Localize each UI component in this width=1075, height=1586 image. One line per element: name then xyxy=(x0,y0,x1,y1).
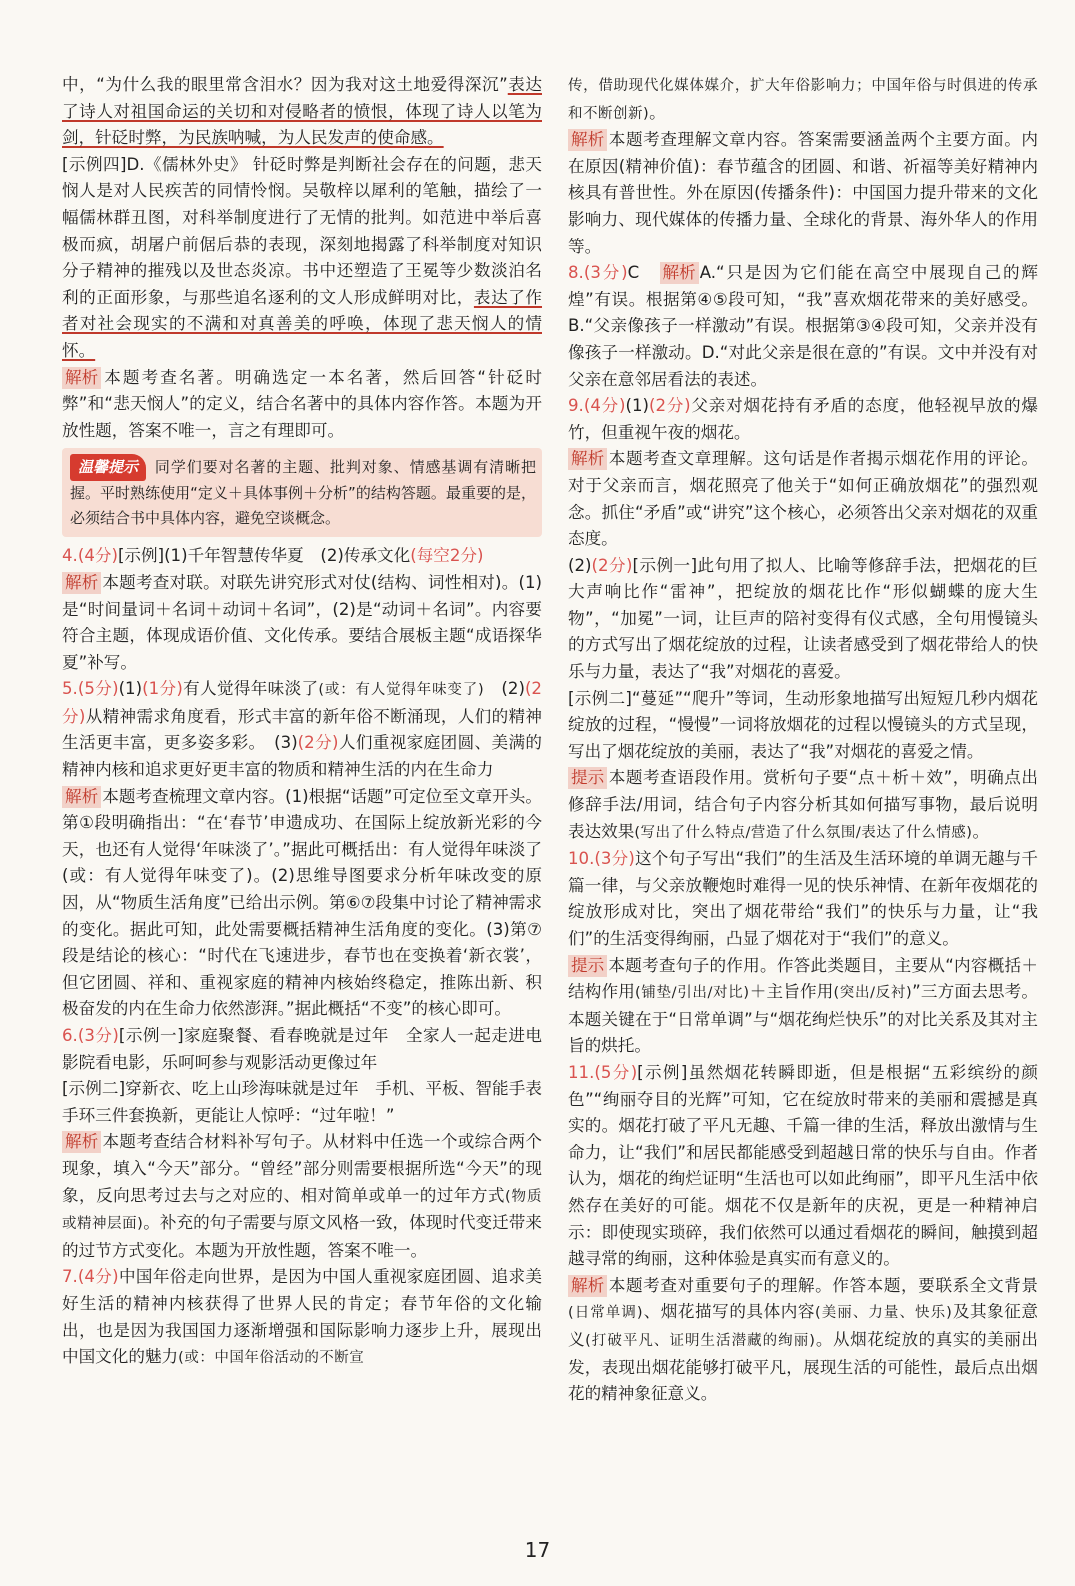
analysis-9-1: 解析 本题考查文章理解。这句话是作者揭示烟花作用的评论。对于父亲而言，烟花照亮了他关于“如何正确放烟花”的强烈观念。抓住“矛盾”或“讲究”这个核心，必须答出父亲对烟花的双重态度。 xyxy=(568,449,1038,549)
tip-box xyxy=(62,448,542,537)
answer-4: 4.(4分)[示例](1)千年智慧传华夏 (2)传承文化(每空2分) xyxy=(62,546,484,566)
analysis-tag: 解析 xyxy=(62,367,101,389)
answer-7-continued: 传，借助现代化媒体媒介，扩大年俗影响力；中国年俗与时俱进的传承和不断创新)。 xyxy=(568,78,1038,122)
answer-9-2: (2)(2分)[示例一]此句用了拟人、比喻等修辞手法，把烟花的巨大声响比作“雷神”，把绽放的烟花比作“形似蝴蝶的庞大生物”，“加冕”一词，让巨声的陪衬变得有仪式感，全句用慢镜头的方式写出了烟花绽放的过程，让读者感受到了烟花带给人的快乐与力量，表达了“我”对烟花的喜爱。 xyxy=(568,555,1038,682)
answer-10: 10.(3分)这个句子写出“我们”的生活及生活环境的单调无趣与千篇一律，与父亲放鞭炮时难得一见的快乐神情、在新年夜烟花的绽放形成对比，突出了烟花带给“我们”的快乐与力量，让“我们”的生活变得绚丽，凸显了烟花对于“我们”的意义。 xyxy=(568,849,1038,948)
analysis-6: 解析 本题考查结合材料补写句子。从材料中任选一个或综合两个现象，填入“今天”部分。“曾经”部分则需要根据所选“今天”的现象，反向思考过去与之对应的、相对简单或单一的过年方式(物质或精神层面)。补充的句子需要与原文风格一致，体现时代变迁带来的过节方式变化。本题为开放性题，答案不唯一。 xyxy=(62,1132,542,1260)
answer-11: 11.(5分)[示例]虽然烟花转瞬即逝，但是根据“五彩缤纷的颜色”“绚丽夺目的光辉”可知，它在绽放时带来的美丽和震撼是真实的。烟花打破了平凡无趣、千篇一律的生活，释放出激情与生命力，让“我们”和居民都能感受到超越日常的快乐与自由。作者认为，烟花的绚烂证明“生活也可以如此绚丽”，即平凡生活中依然存在美好的可能。烟花不仅是新年的庆祝，更是一种精神启示：即使现实琐碎，我们依然可以通过看烟花的瞬间，触摸到超越寻常的绚丽，这种体验是真实而有意义的。 xyxy=(568,1062,1038,1269)
analysis-11: 解析 本题考查对重要句子的理解。作答本题，要联系全文背景(日常单调)、烟花描写的具体内容(美丽、力量、快乐)及其象征意义(打破平凡、证明生活潜藏的绚丽)。从烟花绽放的真实的美丽出发，表现出烟花能够打破平凡，展现生活的可能性，最后点出烟花的精神象征意义。 xyxy=(568,1275,1038,1404)
answer-5: 5.(5分)(1)(1分)有人觉得年味淡了(或：有人觉得年味变了) (2)(2分)从精神需求角度看，形式丰富的新年俗不断涌现，人们的精神生活更丰富，更多姿多彩。 (3)(2分)人们重视家庭团圆、美满的精神内核和追求更好更丰富的物质和精神生活的内在生命力 xyxy=(62,679,542,780)
left-column xyxy=(62,72,542,1372)
answer-6-example-2: [示例二]穿新衣、吃上山珍海味就是过年 手机、平板、智能手表手环三件套换新，更能让人惊呼：“过年啦！” xyxy=(62,1079,542,1125)
page-number: 17 xyxy=(524,1538,551,1562)
answer-9: 9.(4分)(1)(2分)父亲对烟花持有矛盾的态度，他轻视早放的爆竹，但重视午夜的烟花。 xyxy=(568,396,1039,442)
tip-text: 同学们要对名著的主题、批判对象、情感基调有清晰把握。平时熟练使用“定义＋具体事例＋分析”的结构答题。最重要的是，必须结合书中具体内容，避免空谈概念。 xyxy=(70,458,536,528)
analysis-3: 解析 本题考查名著。明确选定一本名著，然后回答“针砭时弊”和“悲天悯人”的定义，结合名著中的具体内容作答。本题为开放性题，答案不唯一，言之有理即可。 xyxy=(62,367,542,440)
answer-7: 7.(4分)中国年俗走向世界，是因为中国人重视家庭团圆、追求美好生活的精神内核获得了世界人民的肯定；春节年俗的文化输出，也是因为我国国力逐渐增强和国际影响力逐步上升，展现出中国文化的魅力(或：中国年俗活动的不断宣 xyxy=(62,1267,542,1367)
analysis-4: 解析 本题考查对联。对联先讲究形式对仗(结构、词性相对)。(1)是“时间量词＋名词＋动词＋名词”，(2)是“动词＋名词”。内容要符合主题，体现成语价值、文化传承。要结合展板主题“成语探华夏”补写。 xyxy=(62,572,542,672)
answer-3-continued: 中，“为什么我的眼里常含泪水？因为我对这土地爱得深沉”表达了诗人对祖国命运的关切和对侵略者的愤恨，体现了诗人以笔为剑，针砭时弊，为民族呐喊，为人民发声的使命感。 xyxy=(62,75,542,148)
right-column xyxy=(568,72,1038,1408)
answer-6: 6.(3分)[示例一]家庭聚餐、看春晚就是过年 全家人一起走进电影院看电影，乐呵呵参与观影活动更像过年 xyxy=(62,1026,542,1072)
hint-9: 提示 本题考查语段作用。赏析句子要“点＋析＋效”，明确点出修辞手法/用词，结合句子内容分析其如何描写事物，最后说明表达效果(写出了什么特点/营造了什么氛围/表达了什么情感)。 xyxy=(568,768,1038,841)
hint-10: 提示 本题考查句子的作用。作答此类题目，主要从“内容概括＋结构作用(铺垫/引出/对比)＋主旨作用(突出/反衬)”三方面去思考。本题关键在于“日常单调”与“烟花绚烂快乐”的对比关系及其对主旨的烘托。 xyxy=(568,955,1039,1056)
tip-label: 温馨提示 xyxy=(70,454,146,481)
analysis-7: 解析 本题考查理解文章内容。答案需要涵盖两个主要方面。内在原因(精神价值)：春节蕴含的团圆、和谐、祈福等美好精神内核具有普世性。外在原因(传播条件)：中国国力提升带来的文化影响力、现代媒体的传播力量、全球化的背景、海外华人的作用等。 xyxy=(568,130,1038,256)
answer-9-2-example-2: [示例二]“蔓延”“爬升”等词，生动形象地描写出短短几秒内烟花绽放的过程，“慢慢”一词将放烟花的过程以慢镜头的方式呈现，写出了烟花绽放的美丽，表达了“我”对烟花的喜爱之情。 xyxy=(568,688,1038,761)
answer-3-example-4: [示例四]D.《儒林外史》 针砭时弊是判断社会存在的问题，悲天悯人是对人民疾苦的同情怜悯。吴敬梓以犀利的笔触，描绘了一幅儒林群丑图，对科举制度进行了无情的批判。如范进中举后喜极而疯，胡屠户前倨后恭的表现，深刻地揭露了科举制度对知识分子精神的摧残以及世态炎凉。书中还塑造了王冕等少数淡泊名利的正面形象，与那些追名逐利的文人形成鲜明对比，表达了作者对社会现实的不满和对真善美的呼唤，体现了悲天悯人的情怀。 xyxy=(62,154,543,360)
answer-8: 8.(3分)C 解析 A.“只是因为它们能在高空中展现自己的辉煌”有误。根据第④⑤段可知，“我”喜欢烟花带来的美好感受。B.“父亲像孩子一样激动”有误。根据第③④段可知，父亲并没有像孩子一样激动。D.“对此父亲是很在意的”有误。文中并没有对父亲在意邻居看法的表述。 xyxy=(568,263,1038,389)
analysis-5: 解析 本题考查梳理文章内容。(1)根据“话题”可定位至文章开头。第①段明确指出：“在‘春节’申遗成功、在国际上绽放新光彩的今天，也还有人觉得‘年味淡了’。”据此可概括出：有人觉得年味淡了(或：有人觉得年味变了)。(2)思维导图要求分析年味改变的原因，从“物质生活角度”已给出示例。第⑥⑦段集中讨论了精神需求的变化。据此可知，此处需要概括精神生活角度的变化。(3)第⑦段是结论的核心：“时代在飞速进步，春节也在变换着‘新衣裳’，但它团圆、祥和、重视家庭的精神内核始终稳定，推陈出新、积极奋发的内在生命力依然澎湃。”据此概括“不变”的核心即可。 xyxy=(62,786,542,1019)
